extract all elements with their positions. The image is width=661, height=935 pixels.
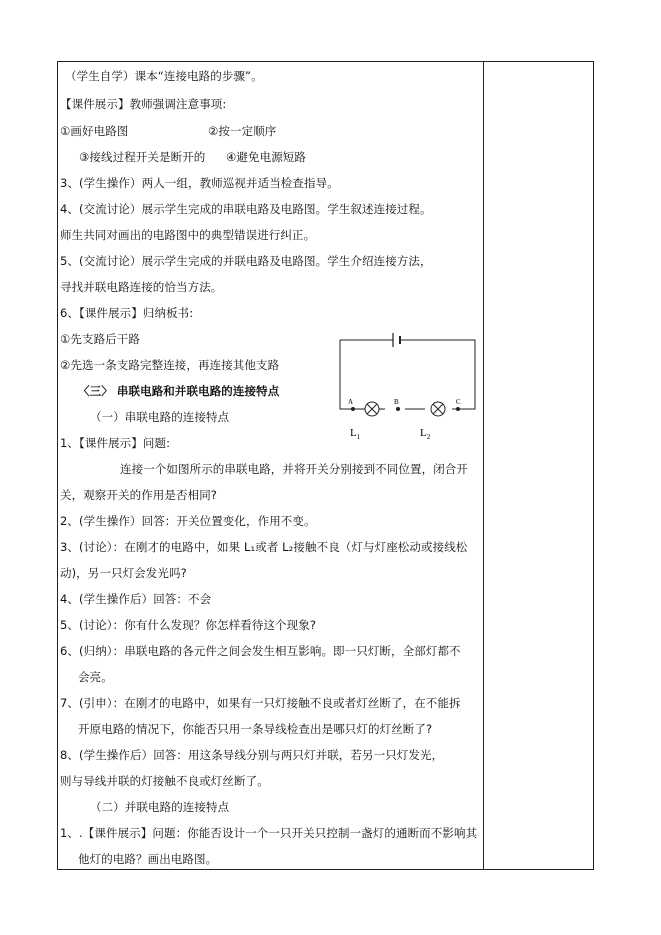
label-l1: $L_1$ [350,427,361,441]
text-line-28: 他灯的电路？画出电路图。 [78,852,218,866]
text-line-22: 会亮。 [78,670,113,684]
text-line-3a: ①画好电路图 [60,124,129,138]
text-line-17: 3、(讨论）：在刚才的电路中，如果 L₁或者 L₂接触不良（灯与灯座松动或接线松 [60,540,468,554]
series-circuit-diagram [330,330,480,445]
text-line-14: 连接一个如图所示的串联电路，并将开关分别接到不同位置，闭合开 [120,462,468,476]
text-line-13: 1、【课件展示】问题: [60,436,171,450]
text-line-1: （学生自学）课本“连接电路的步骤”。 [65,69,263,83]
label-c: C [456,398,461,406]
label-b: B [394,398,399,406]
text-line-11: ①先支路后干路 [60,332,141,346]
text-line-10: 6、【课件展示】归纳板书: [60,306,194,320]
text-line-21: 6、(归纳）：串联电路的各元件之间会发生相互影响。即一只灯断，全部灯都不 [60,644,461,658]
text-line-9: 寻找并联电路连接的恰当方法。 [60,280,223,294]
text-line-8: 5、(交流讨论）展示学生完成的并联电路及电路图。学生介绍连接方法， [60,254,432,268]
text-line-7: 师生共同对画出的电路图中的典型错误进行纠正。 [60,228,316,242]
text-line-5: 3、(学生操作）两人一组，教师巡视并适当检查指导。 [60,176,339,190]
text-line-25: 8、(学生操作后）回答：用这条导线分别与两只灯并联，若另一只灯发光， [60,748,444,762]
text-line-12: ②先选一条支路完整连接，再连接其他支路 [60,358,280,372]
text-line-6: 4、(交流讨论）展示学生完成的串联电路及电路图。学生叙述连接过程。 [60,202,432,216]
subsection-heading-2: （二）并联电路的连接特点 [90,800,230,814]
section-heading: 〈三〉 串联电路和并联电路的连接特点 [78,384,280,398]
column-divider [483,61,484,870]
text-line-23: 7、(引申）：在刚才的电路中，如果有一只灯接触不良或者灯丝断了，在不能拆 [60,696,461,710]
label-l2: $L_2$ [420,427,431,441]
text-line-16: 2、(学生操作）回答：开关位置变化，作用不变。 [60,514,316,528]
circuit-wires [340,340,475,409]
text-line-26: 则与导线并联的灯接触不良或灯丝断了。 [60,774,269,788]
node-c [456,407,460,411]
text-line-27: 1、.【课件展示】问题：你能否设计一个一只开关只控制一盏灯的通断而不影响其 [60,826,478,840]
text-line-15: 关，观察开关的作用是否相同? [60,488,218,502]
text-line-3b: ②按一定顺序 [208,124,277,138]
text-line-18: 动)，另一只灯会发光吗? [60,566,187,580]
label-a: A [348,398,354,406]
text-line-4b: ④避免电源短路 [226,150,307,164]
text-line-4a: ③接线过程开关是断开的 [79,150,206,164]
text-line-2: 【课件展示】教师强调注意事项: [60,97,227,111]
node-b [396,407,400,411]
text-line-20: 5、(讨论）：你有什么发现？你怎样看待这个现象? [60,618,317,632]
subsection-heading-1: （一）串联电路的连接特点 [90,410,230,424]
text-line-24: 开原电路的情况下，你能否只用一条导线检查出是哪只灯的灯丝断了? [78,722,433,736]
node-a [351,407,355,411]
text-line-19: 4、(学生操作后）回答：不会 [60,592,212,606]
